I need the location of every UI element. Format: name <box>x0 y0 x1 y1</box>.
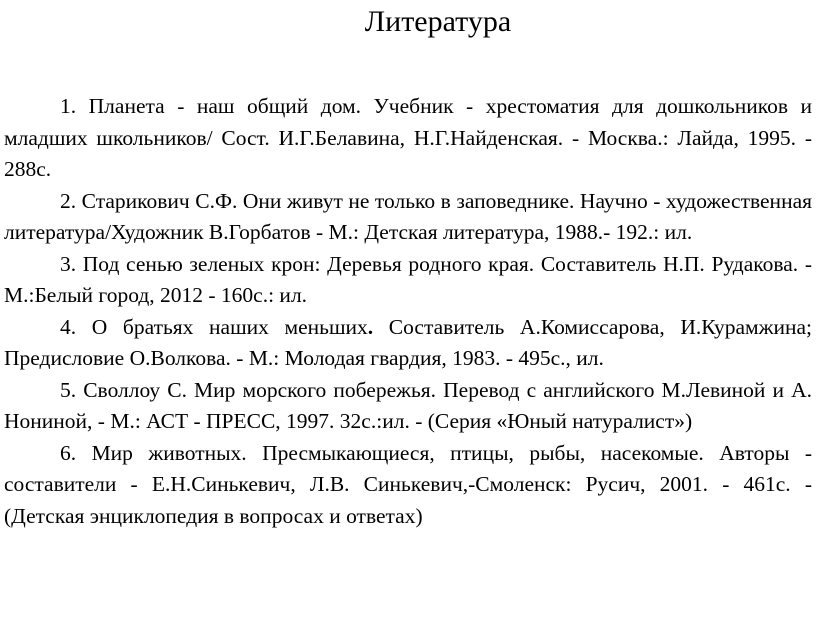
reference-number: 6. <box>60 440 77 465</box>
reference-item-4 <box>4 312 812 375</box>
reference-number: 5. <box>60 377 77 402</box>
reference-number: 1. <box>60 94 77 118</box>
page-title: Литература <box>364 5 512 38</box>
reference-item-3 <box>4 249 812 312</box>
reference-text: Под сенью зеленых крон: Деревья родного края. Составитель Н.П. Рудакова. - М.:Белый город, 2012 - 160с.: ил. <box>4 251 812 307</box>
reference-text-title: О братьях наших меньших <box>91 314 368 339</box>
reference-item-6 <box>4 438 812 533</box>
reference-number: 3. <box>60 251 77 276</box>
reference-item-2 <box>4 186 812 249</box>
reference-item-5 <box>4 375 812 438</box>
reference-text: Старикович С.Ф. Они живут не только в заповеднике. Научно - художественная литература/Художник В.Горбатов - М.: Детская литература, 1988.- 192.: ил. <box>4 188 813 244</box>
reference-item-1 <box>4 91 812 186</box>
reference-text: Мир животных. Пресмыкающиеся, птицы, рыбы, насекомые. Авторы - составители - Е.Н.Синькевич, Л.В. Синькевич,-Смоленск: Русич, 2001. - 461с. - (Детская энциклопедия в вопросах и ответах) <box>4 440 813 528</box>
reference-text: Составитель А.Комиссарова, И.Курамжина; Предисловие О.Волкова. - М.: Молодая гвардия, 1983. - 495с., ил. <box>4 314 812 370</box>
reference-number: 2. <box>60 188 77 213</box>
reference-text-bold: . <box>367 314 374 339</box>
reference-number: 4. <box>60 314 77 339</box>
reference-list <box>4 91 812 532</box>
reference-text: Своллоу С. Мир морского побережья. Перевод с английского М.Левиной и А. Нониной, - М.: АСТ - ПРЕСС, 1997. 32с.:ил. - (Серия «Юный натуралист») <box>4 377 813 433</box>
reference-text: Планета - наш общий дом. Учебник - хрестоматия для дошкольников и младших школьников/ Сост. И.Г.Белавина, Н.Г.Найденская. - Москва.: Лайда, 1995. - 288с. <box>4 94 812 181</box>
